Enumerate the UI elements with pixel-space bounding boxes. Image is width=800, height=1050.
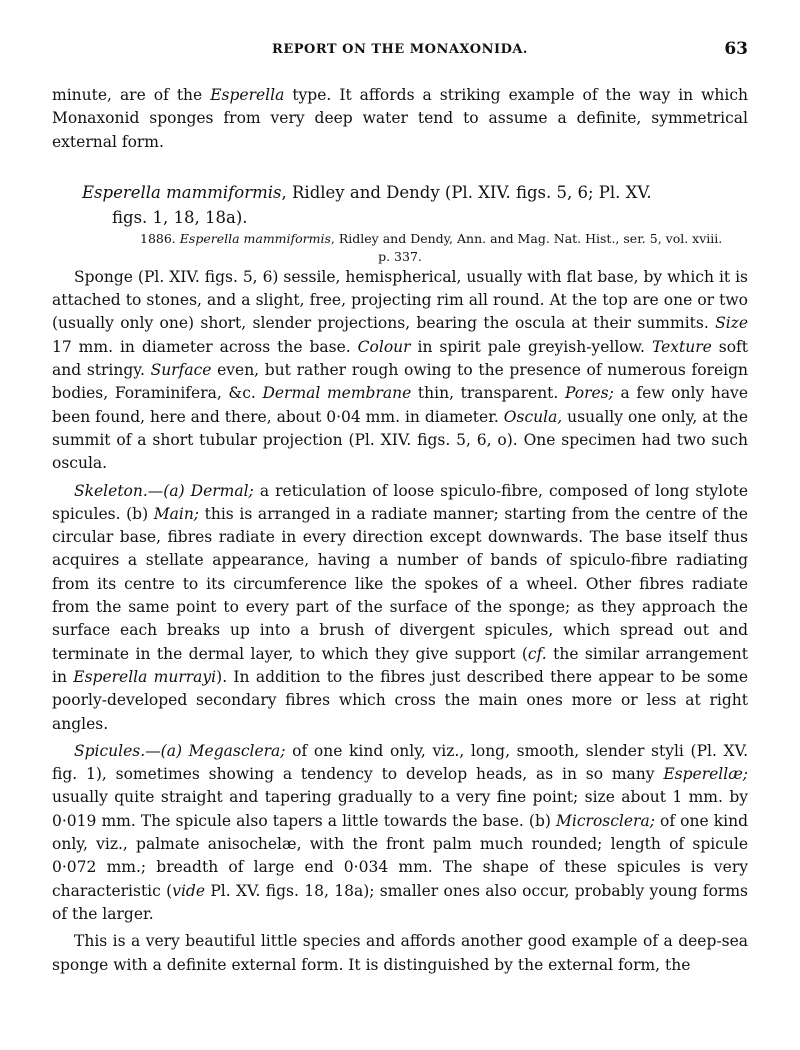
synonymy-citation: , Ridley and Dendy, Ann. and Mag. Nat. Hist., ser. 5, vol. xviii. bbox=[330, 230, 723, 246]
oscula-label: Oscula, bbox=[503, 407, 563, 426]
species-name: Esperella mammiformis bbox=[82, 182, 282, 202]
skeleton-main-label: Main; bbox=[153, 504, 200, 523]
species-authors-refs: , Ridley and Dendy (Pl. XIV. figs. 5, 6; Pl. XV. bbox=[281, 182, 652, 202]
oscula-text: usually one only, at the summit of a short tubular projection (Pl. XIV. figs. 5, 6, o). One specimen had two such oscula. bbox=[52, 407, 748, 473]
skeleton-label: Skeleton.—(a) Dermal; bbox=[74, 481, 254, 500]
pores-label: Pores; bbox=[564, 384, 614, 403]
body-text bbox=[52, 84, 748, 977]
skeleton-text-1: a reticulation of loose spiculo-fibre, composed of long stylote spicules. (b) bbox=[52, 481, 748, 523]
spicules-microsclera-label: Microsclera; bbox=[556, 811, 655, 830]
running-title: REPORT ON THE MONAXONIDA. bbox=[272, 42, 528, 57]
synonymy-entry bbox=[52, 230, 748, 266]
skeleton-text-3: the similar arrangement in bbox=[52, 644, 748, 686]
size-text: 17 mm. in diameter across the base. bbox=[52, 337, 358, 356]
spicules-vide: vide bbox=[172, 881, 206, 900]
dermal-membrane-label: Dermal membrane bbox=[262, 384, 412, 403]
intro-text-1: minute, are of the bbox=[52, 86, 211, 104]
description-text-1: Sponge (Pl. XIV. figs. 5, 6) sessile, hemispherical, usually with flat base, by which it is attached to stones, and a slight, free, projecting rim all round. At the top are one or two (usually only one) short, slender projections, bearing the oscula at their summits. bbox=[52, 267, 748, 333]
dermal-membrane-text: thin, transparent. bbox=[411, 384, 565, 403]
spicules-paragraph bbox=[52, 740, 748, 926]
spicules-text-1: of one kind only, viz., long, smooth, slender styli (Pl. XV. fig. 1), sometimes showing a tendency to develop heads, as in so many bbox=[52, 741, 748, 784]
species-heading bbox=[52, 180, 748, 230]
spicules-text-4: Pl. XV. figs. 18, 18a); smaller ones also occur, probably young forms of the larger. bbox=[52, 881, 748, 923]
texture-text: soft and stringy. bbox=[52, 337, 748, 380]
colour-label: Colour bbox=[357, 337, 411, 356]
skeleton-species-ref: Esperella murrayi bbox=[73, 667, 217, 686]
intro-genus: Esperella bbox=[210, 86, 285, 104]
skeleton-text-2: this is arranged in a radiate manner; starting from the centre of the circular base, fibres radiate in every direction except downwards. The base itself thus acquires a stellate appearance, having a number of bands of spiculo-fibre radiating from its centre to its circumference like the spokes of a wheel. Other fibres radiate from the same point to every part of the surface of the sponge; as they approach the surface each breaks up into a brush of divergent spicules, which spread out and terminate in the dermal layer, to which they give support ( bbox=[52, 504, 748, 663]
spicules-text-2: usually quite straight and tapering gradually to a very fine point; size about 1 mm. by 0·019 mm. The spicule also tapers a little towards the base. (b) bbox=[52, 788, 748, 830]
spicules-label: Spicules.—(a) Megasclera; bbox=[74, 741, 286, 760]
pores-text: a few only have been found, here and there, about 0·04 mm. in diameter. bbox=[52, 384, 748, 426]
closing-paragraph: This is a very beautiful little species and affords another good example of a deep-sea sponge with a definite external form. It is distinguished by the external form, the bbox=[52, 932, 748, 974]
synonymy-year: 1886. bbox=[140, 230, 176, 246]
description-paragraph bbox=[52, 266, 748, 476]
surface-text: even, but rather rough owing to the presence of numerous foreign bodies, Foraminifera, &c. bbox=[52, 361, 748, 403]
spicules-genus-plural: Esperellæ; bbox=[663, 765, 748, 784]
synonymy-page: p. 337. bbox=[378, 248, 422, 264]
surface-label: Surface bbox=[150, 361, 212, 380]
species-refs-cont: figs. 1, 18, 18a). bbox=[112, 207, 248, 227]
synonymy-name: Esperella mammiformis bbox=[179, 230, 331, 246]
colour-text: in spirit pale greyish-yellow. bbox=[410, 337, 652, 356]
size-label: Size bbox=[715, 314, 748, 333]
page-number: 63 bbox=[724, 39, 748, 59]
skeleton-cf: cf. bbox=[527, 644, 547, 663]
intro-text-2: type. It affords a striking example of the way in which Monaxonid sponges from very deep water tend to assume a definite, symmetrical external form. bbox=[52, 86, 749, 151]
intro-paragraph bbox=[52, 84, 748, 154]
skeleton-text-4: ). In addition to the fibres just described there appear to be some poorly-developed secondary fibres which cross the main ones more or less at right angles. bbox=[52, 667, 749, 733]
skeleton-paragraph bbox=[52, 480, 748, 736]
texture-label: Texture bbox=[651, 337, 712, 356]
page-header bbox=[52, 39, 748, 66]
spicules-text-3: of one kind only, viz., palmate anisochelæ, with the front palm much rounded; length of spicule 0·072 mm.; breadth of large end 0·034 mm. The shape of these spicules is very characteristic ( bbox=[52, 811, 749, 900]
